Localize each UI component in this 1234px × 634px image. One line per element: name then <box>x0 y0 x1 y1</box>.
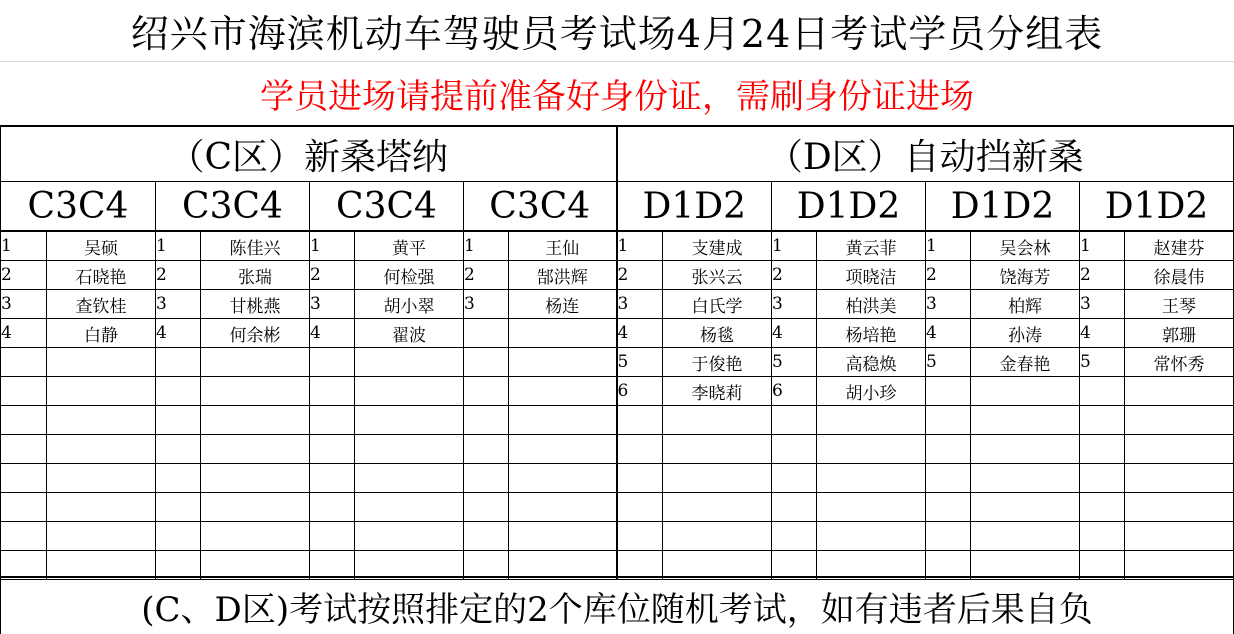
student-name-cell <box>1125 406 1234 435</box>
student-name-cell: 胡小翠 <box>355 290 464 319</box>
student-name-cell <box>355 406 464 435</box>
student-number-cell: 1 <box>772 231 817 261</box>
student-name-cell <box>355 493 464 522</box>
student-number-cell <box>464 406 509 435</box>
student-number-cell: 3 <box>926 290 971 319</box>
student-number-cell <box>617 435 663 464</box>
student-number-cell: 1 <box>1 231 47 261</box>
student-name-cell: 饶海芳 <box>971 261 1080 290</box>
student-number-cell <box>156 406 201 435</box>
student-number-cell <box>926 464 971 493</box>
student-name-cell <box>201 406 310 435</box>
student-name-cell <box>47 464 156 493</box>
student-name-cell: 柏辉 <box>971 290 1080 319</box>
table-row <box>1 522 1234 551</box>
table-row <box>1 435 1234 464</box>
student-number-cell <box>156 493 201 522</box>
student-number-cell <box>464 377 509 406</box>
student-number-cell: 3 <box>1080 290 1125 319</box>
student-name-cell <box>47 493 156 522</box>
student-name-cell <box>509 435 617 464</box>
student-name-cell <box>971 377 1080 406</box>
student-number-cell <box>617 464 663 493</box>
student-name-cell <box>817 435 926 464</box>
student-name-cell <box>201 493 310 522</box>
student-name-cell: 吴会林 <box>971 231 1080 261</box>
student-name-cell <box>1125 435 1234 464</box>
student-number-cell <box>926 435 971 464</box>
student-name-cell: 黄平 <box>355 231 464 261</box>
group-license-header: C3C4 <box>310 182 464 232</box>
student-number-cell <box>1 522 47 551</box>
student-number-cell: 2 <box>1 261 47 290</box>
student-name-cell: 胡小珍 <box>817 377 926 406</box>
student-number-cell <box>1 493 47 522</box>
student-name-cell: 郭珊 <box>1125 319 1234 348</box>
student-name-cell <box>663 493 772 522</box>
student-number-cell: 6 <box>772 377 817 406</box>
student-number-cell <box>464 435 509 464</box>
student-number-cell <box>772 435 817 464</box>
student-name-cell <box>817 464 926 493</box>
student-name-cell <box>509 522 617 551</box>
license-header-row <box>1 182 1234 232</box>
zone-header-row <box>1 126 1234 182</box>
student-number-cell <box>464 493 509 522</box>
student-number-cell: 1 <box>310 231 355 261</box>
student-name-cell <box>509 464 617 493</box>
student-name-cell: 杨连 <box>509 290 617 319</box>
table-row <box>1 319 1234 348</box>
page-title: 绍兴市海滨机动车驾驶员考试场4月24日考试学员分组表 <box>0 0 1234 62</box>
student-number-cell <box>617 406 663 435</box>
student-name-cell <box>663 464 772 493</box>
student-name-cell: 高稳焕 <box>817 348 926 377</box>
student-name-cell: 白氏学 <box>663 290 772 319</box>
student-name-cell <box>663 522 772 551</box>
footer-note: (C、D区)考试按照排定的2个库位随机考试，如有违者后果自负 <box>0 576 1234 634</box>
student-number-cell: 3 <box>1 290 47 319</box>
student-name-cell <box>971 406 1080 435</box>
student-name-cell: 黄云菲 <box>817 231 926 261</box>
student-name-cell <box>663 406 772 435</box>
student-name-cell <box>509 348 617 377</box>
student-number-cell <box>1080 464 1125 493</box>
student-number-cell <box>1080 435 1125 464</box>
student-number-cell <box>310 522 355 551</box>
student-number-cell: 5 <box>772 348 817 377</box>
student-name-cell: 张瑞 <box>201 261 310 290</box>
student-number-cell <box>1 377 47 406</box>
student-number-cell <box>464 522 509 551</box>
student-name-cell: 常怀秀 <box>1125 348 1234 377</box>
student-name-cell <box>1125 522 1234 551</box>
student-number-cell <box>310 377 355 406</box>
student-name-cell <box>355 435 464 464</box>
student-number-cell <box>156 522 201 551</box>
student-name-cell: 石晓艳 <box>47 261 156 290</box>
student-name-cell <box>47 348 156 377</box>
student-number-cell <box>1 406 47 435</box>
student-number-cell: 4 <box>772 319 817 348</box>
table-row <box>1 493 1234 522</box>
student-number-cell <box>772 464 817 493</box>
student-number-cell: 3 <box>617 290 663 319</box>
entry-notice: 学员进场请提前准备好身份证，需刷身份证进场 <box>260 77 974 117</box>
student-number-cell <box>772 522 817 551</box>
student-number-cell <box>156 348 201 377</box>
student-number-cell: 4 <box>617 319 663 348</box>
student-number-cell: 3 <box>772 290 817 319</box>
student-name-cell: 徐晨伟 <box>1125 261 1234 290</box>
student-name-cell <box>509 377 617 406</box>
table-row <box>1 348 1234 377</box>
student-name-cell <box>971 435 1080 464</box>
student-name-cell: 项晓洁 <box>817 261 926 290</box>
student-name-cell: 甘桃燕 <box>201 290 310 319</box>
table-row <box>1 290 1234 319</box>
student-number-cell: 1 <box>617 231 663 261</box>
student-number-cell: 5 <box>926 348 971 377</box>
student-name-cell: 何检强 <box>355 261 464 290</box>
student-name-cell <box>47 377 156 406</box>
student-name-cell: 何余彬 <box>201 319 310 348</box>
student-name-cell <box>971 493 1080 522</box>
student-name-cell <box>509 406 617 435</box>
group-license-header: D1D2 <box>772 182 926 232</box>
student-number-cell <box>772 493 817 522</box>
student-number-cell <box>310 493 355 522</box>
student-number-cell <box>310 406 355 435</box>
table-row <box>1 406 1234 435</box>
student-number-cell <box>464 348 509 377</box>
student-number-cell: 3 <box>156 290 201 319</box>
student-name-cell <box>355 464 464 493</box>
student-number-cell <box>1 435 47 464</box>
student-number-cell: 4 <box>156 319 201 348</box>
student-name-cell <box>971 522 1080 551</box>
student-name-cell: 翟波 <box>355 319 464 348</box>
student-number-cell <box>464 319 509 348</box>
student-number-cell: 2 <box>1080 261 1125 290</box>
student-number-cell <box>310 435 355 464</box>
student-number-cell: 1 <box>926 231 971 261</box>
student-name-cell: 查钦桂 <box>47 290 156 319</box>
student-number-cell: 2 <box>310 261 355 290</box>
student-name-cell <box>355 522 464 551</box>
student-name-cell <box>201 377 310 406</box>
student-number-cell <box>1080 406 1125 435</box>
student-name-cell: 张兴云 <box>663 261 772 290</box>
student-name-cell <box>201 464 310 493</box>
student-name-cell <box>817 522 926 551</box>
student-name-cell <box>1125 464 1234 493</box>
student-number-cell <box>926 377 971 406</box>
student-name-cell <box>817 406 926 435</box>
student-number-cell: 2 <box>464 261 509 290</box>
student-name-cell <box>201 435 310 464</box>
student-number-cell: 3 <box>464 290 509 319</box>
student-name-cell <box>971 464 1080 493</box>
student-name-cell <box>47 406 156 435</box>
student-name-cell: 于俊艳 <box>663 348 772 377</box>
student-number-cell: 2 <box>772 261 817 290</box>
student-number-cell: 1 <box>1080 231 1125 261</box>
group-license-header: D1D2 <box>617 182 772 232</box>
student-name-cell: 赵建芬 <box>1125 231 1234 261</box>
student-name-cell: 王琴 <box>1125 290 1234 319</box>
student-number-cell: 2 <box>926 261 971 290</box>
student-number-cell <box>617 522 663 551</box>
student-name-cell <box>355 348 464 377</box>
student-number-cell: 5 <box>617 348 663 377</box>
student-name-cell: 李晓莉 <box>663 377 772 406</box>
student-number-cell <box>156 435 201 464</box>
student-number-cell <box>1080 377 1125 406</box>
student-name-cell: 杨培艳 <box>817 319 926 348</box>
student-number-cell <box>310 464 355 493</box>
zone-d-header: （D区）自动挡新桑 <box>617 126 1234 182</box>
student-group-table <box>0 125 1234 580</box>
student-number-cell: 2 <box>617 261 663 290</box>
student-name-cell: 杨毯 <box>663 319 772 348</box>
student-number-cell <box>1 464 47 493</box>
student-name-cell <box>1125 377 1234 406</box>
student-name-cell <box>663 435 772 464</box>
student-name-cell <box>201 522 310 551</box>
student-name-cell: 孙涛 <box>971 319 1080 348</box>
student-name-cell <box>201 348 310 377</box>
student-number-cell <box>1080 493 1125 522</box>
student-number-cell: 2 <box>156 261 201 290</box>
student-number-cell: 3 <box>310 290 355 319</box>
student-number-cell: 4 <box>926 319 971 348</box>
group-license-header: C3C4 <box>464 182 617 232</box>
student-number-cell <box>464 464 509 493</box>
group-license-header: C3C4 <box>1 182 156 232</box>
student-name-cell <box>355 377 464 406</box>
student-number-cell: 1 <box>464 231 509 261</box>
student-number-cell <box>156 464 201 493</box>
student-name-cell <box>47 522 156 551</box>
student-name-cell: 支建成 <box>663 231 772 261</box>
student-number-cell <box>772 406 817 435</box>
student-name-cell: 白静 <box>47 319 156 348</box>
student-name-cell <box>817 493 926 522</box>
student-number-cell <box>617 493 663 522</box>
student-number-cell <box>1 348 47 377</box>
student-number-cell: 6 <box>617 377 663 406</box>
table-row <box>1 377 1234 406</box>
student-number-cell <box>156 377 201 406</box>
student-number-cell <box>926 406 971 435</box>
student-number-cell <box>310 348 355 377</box>
student-name-cell <box>509 493 617 522</box>
group-license-header: D1D2 <box>1080 182 1234 232</box>
student-name-cell: 金春艳 <box>971 348 1080 377</box>
student-name-cell: 吴硕 <box>47 231 156 261</box>
student-name-cell: 陈佳兴 <box>201 231 310 261</box>
table-row <box>1 464 1234 493</box>
table-row <box>1 261 1234 290</box>
student-number-cell: 4 <box>1 319 47 348</box>
student-number-cell: 4 <box>1080 319 1125 348</box>
student-name-cell: 郜洪辉 <box>509 261 617 290</box>
student-number-cell: 5 <box>1080 348 1125 377</box>
student-name-cell <box>509 319 617 348</box>
group-license-header: D1D2 <box>926 182 1080 232</box>
zone-c-header: （C区）新桑塔纳 <box>1 126 617 182</box>
student-name-cell: 柏洪美 <box>817 290 926 319</box>
student-number-cell <box>1080 522 1125 551</box>
group-license-header: C3C4 <box>156 182 310 232</box>
table-row <box>1 231 1234 261</box>
student-number-cell <box>926 493 971 522</box>
student-name-cell <box>1125 493 1234 522</box>
student-number-cell: 4 <box>310 319 355 348</box>
student-number-cell <box>926 522 971 551</box>
student-name-cell: 王仙 <box>509 231 617 261</box>
student-name-cell <box>47 435 156 464</box>
student-number-cell: 1 <box>156 231 201 261</box>
